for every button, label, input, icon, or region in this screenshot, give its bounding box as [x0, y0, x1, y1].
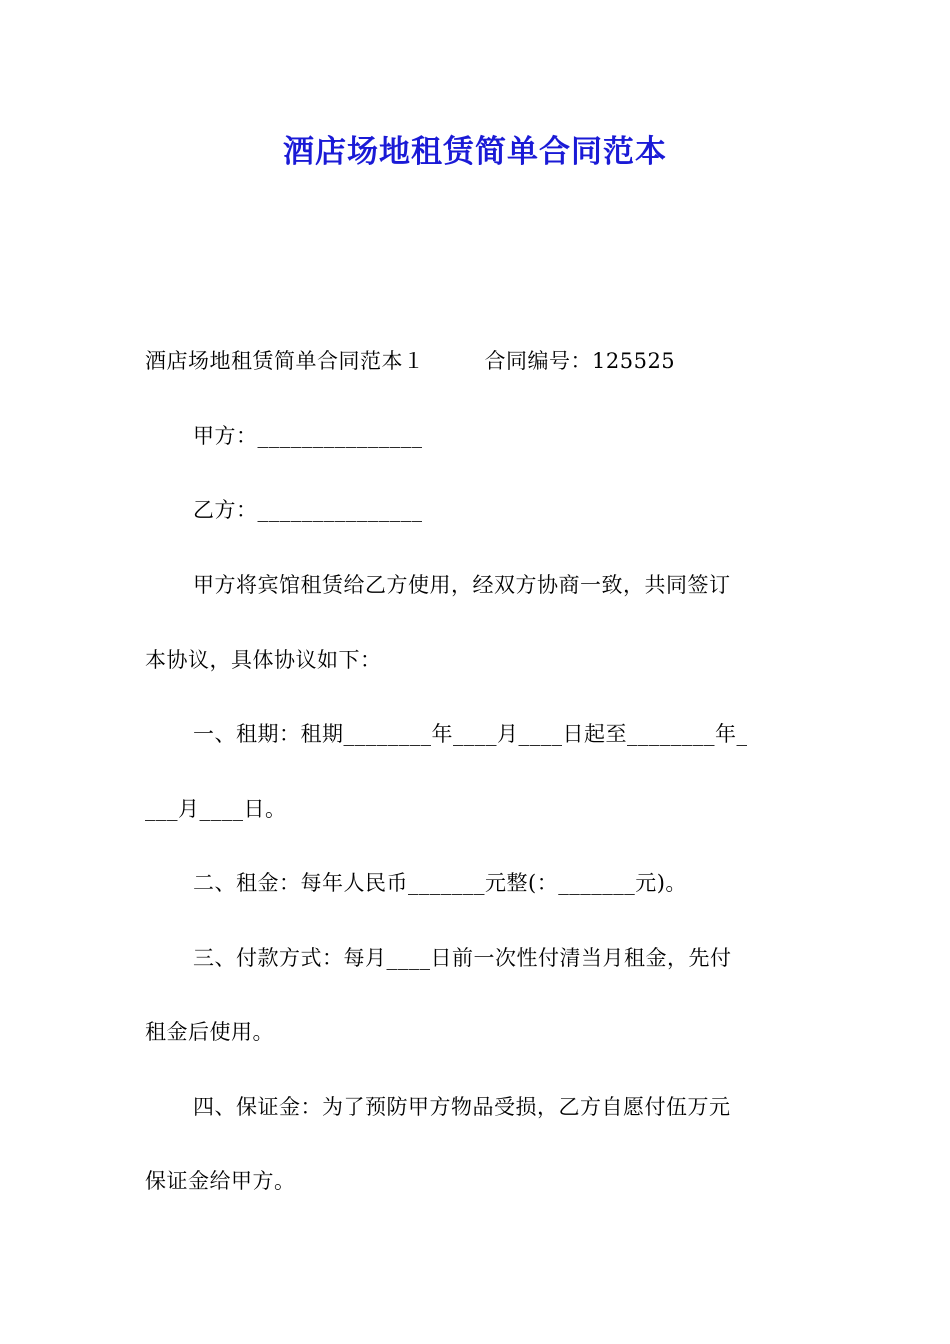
party-a-line: 甲方：_______________: [193, 424, 423, 448]
party-b-line: 乙方：_______________: [193, 498, 423, 522]
clause-4-line-1: 四、保证金：为了预防甲方物品受损，乙方自愿付伍万元: [193, 1095, 731, 1119]
clause-1-line-2: ___月____日。: [145, 797, 287, 821]
clause-3-line-1: 三、付款方式：每月____日前一次性付清当月租金，先付: [193, 946, 732, 970]
clause-1-line-1: 一、租期：租期________年____月____日起至________年_: [193, 722, 748, 746]
clause-4-line-2: 保证金给甲方。: [145, 1169, 296, 1193]
intro-line-2: 本协议，具体协议如下：: [145, 648, 382, 672]
document-header: [145, 346, 675, 376]
intro-line-1: 甲方将宾馆租赁给乙方使用，经双方协商一致，共同签订: [193, 573, 731, 597]
clause-2-line-1: 二、租金：每年人民币_______元整(：_______元)。: [193, 871, 687, 895]
document-title: 酒店场地租赁简单合同范本: [283, 134, 667, 170]
clause-3-line-2: 租金后使用。: [145, 1020, 274, 1044]
contract-number: 合同编号：125525: [484, 349, 676, 373]
document-name: 酒店场地租赁简单合同范本１: [145, 349, 425, 373]
